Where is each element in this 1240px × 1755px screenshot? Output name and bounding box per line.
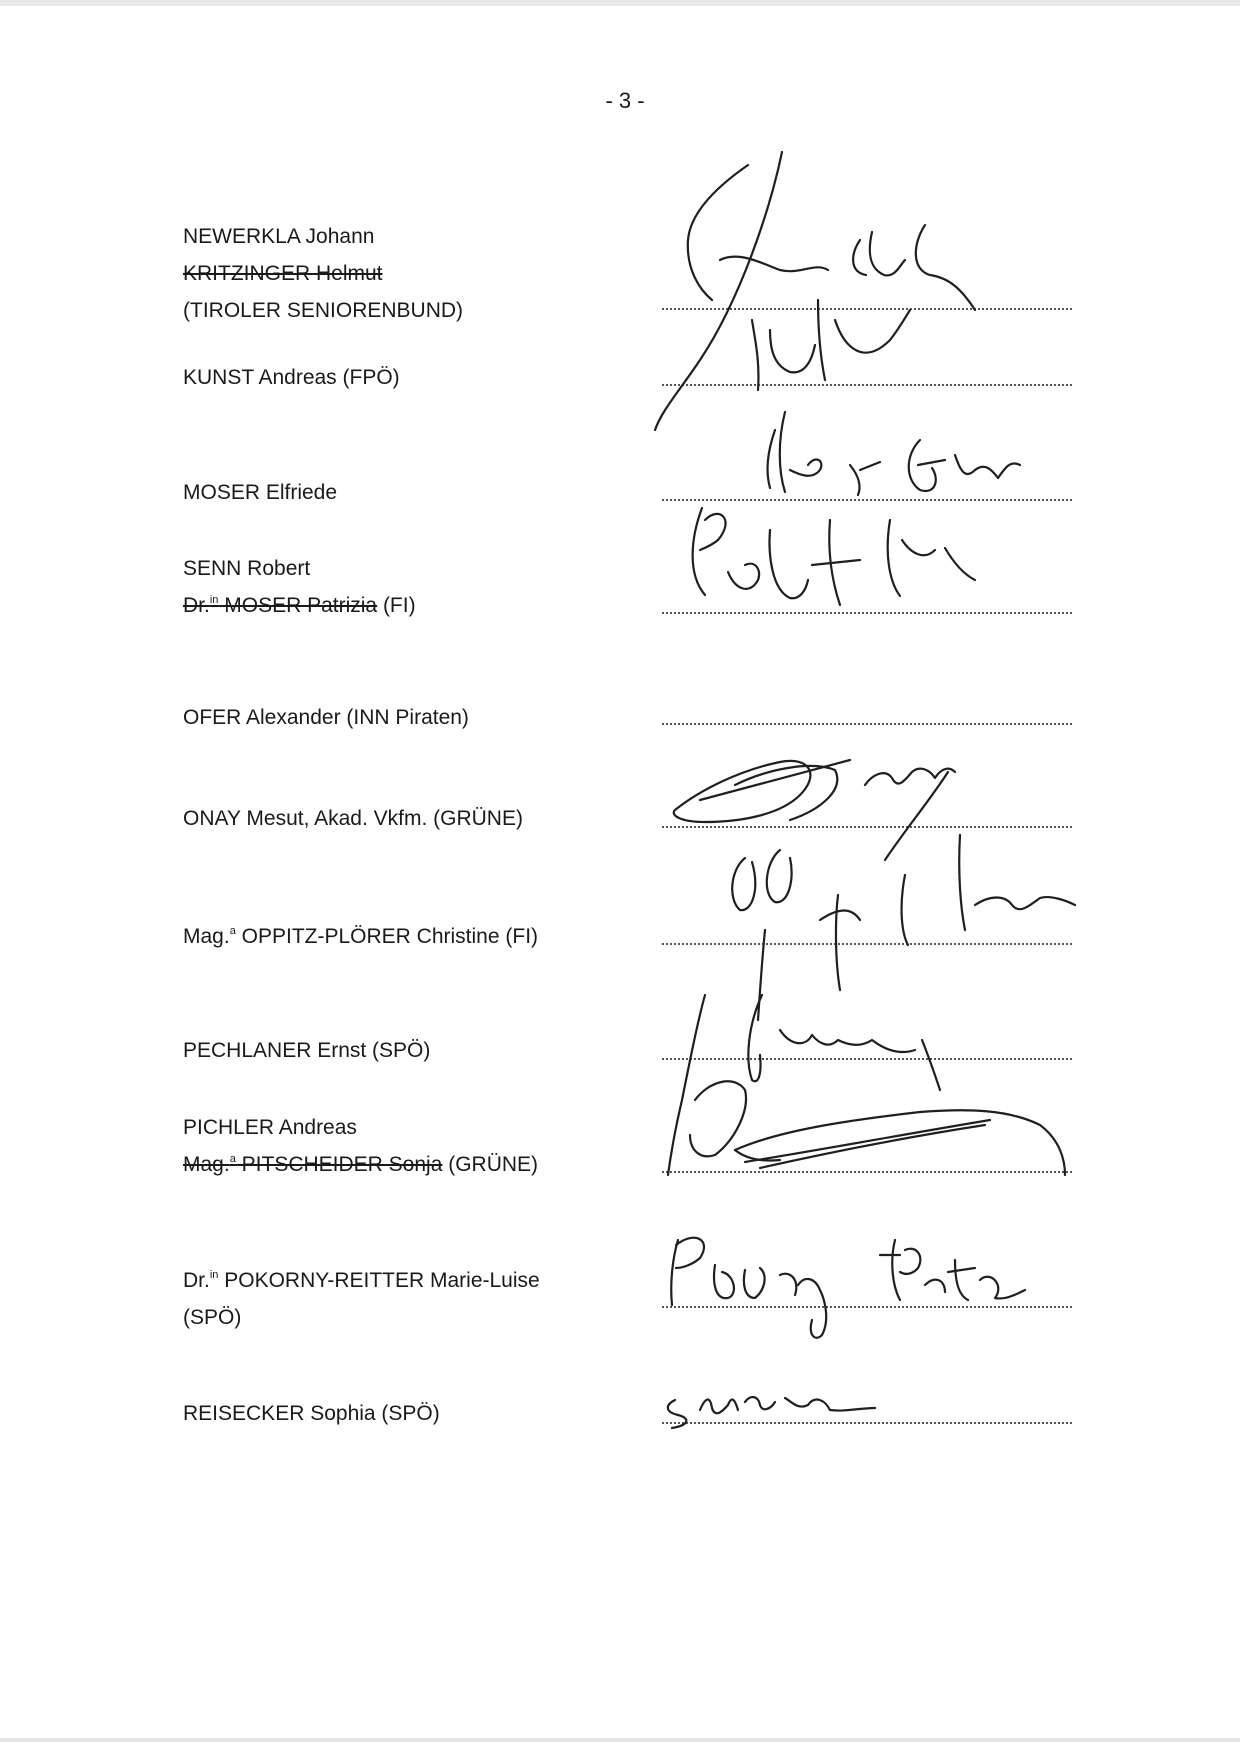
signature-line bbox=[662, 1058, 1072, 1060]
group-line: (TIROLER SENIORENBUND) bbox=[183, 299, 464, 322]
entry-senn bbox=[183, 550, 416, 624]
name-line: Dr.$^{in}$ POKORNY-REITTER Marie-Luise bbox=[183, 1269, 540, 1292]
entry-reisecker bbox=[183, 1395, 440, 1432]
entry-pechlaner bbox=[183, 1032, 430, 1069]
name-line: MOSER Elfriede bbox=[183, 481, 338, 504]
struck-name-line: KRITZINGER Helmut bbox=[183, 262, 383, 285]
entry-pichler bbox=[183, 1109, 538, 1183]
signature-line bbox=[662, 943, 1072, 945]
entry-kunst bbox=[183, 359, 400, 396]
signature-line bbox=[662, 1171, 1072, 1173]
signature-line bbox=[662, 612, 1072, 614]
page-number: - 3 - bbox=[605, 88, 645, 113]
scan-bottom-edge bbox=[0, 1738, 1240, 1742]
name-line: ONAY Mesut, Akad. Vkfm. (GRÜNE) bbox=[183, 807, 523, 830]
signature-senn bbox=[693, 508, 975, 605]
group-line: (SPÖ) bbox=[183, 1306, 242, 1329]
name-line: PICHLER Andreas bbox=[183, 1116, 357, 1139]
struck-name: Mag.$^a$ PITSCHEIDER Sonja bbox=[183, 1153, 443, 1176]
signature-newerkla bbox=[655, 152, 975, 430]
signature-line bbox=[662, 499, 1072, 501]
signature-onay bbox=[674, 760, 955, 860]
signature-line bbox=[662, 384, 1072, 386]
name-line: NEWERKLA Johann bbox=[183, 225, 375, 248]
entry-onay bbox=[183, 800, 523, 837]
scan-top-edge bbox=[0, 0, 1240, 6]
name-line: Mag.$^a$ OPPITZ-PLÖRER Christine (FI) bbox=[183, 925, 539, 948]
signature-line bbox=[662, 723, 1072, 725]
signature-line bbox=[662, 308, 1072, 310]
entry-oppitz-ploerer bbox=[183, 918, 538, 955]
signature-kunst bbox=[752, 300, 910, 390]
signature-pechlaner bbox=[668, 995, 940, 1175]
signature-oppitz-ploerer bbox=[732, 835, 1075, 1020]
name-line: KUNST Andreas (FPÖ) bbox=[183, 366, 400, 389]
entry-pokorny-reitter bbox=[183, 1262, 540, 1336]
entry-ofer bbox=[183, 699, 469, 736]
signature-moser-elfriede bbox=[768, 412, 1020, 495]
signature-pichler bbox=[690, 1081, 1065, 1175]
group-suffix: (GRÜNE) bbox=[442, 1153, 539, 1176]
entry-newerkla bbox=[183, 218, 463, 329]
name-line: OFER Alexander (INN Piraten) bbox=[183, 706, 469, 729]
group-suffix: (FI) bbox=[377, 594, 416, 617]
signature-line bbox=[662, 1422, 1072, 1424]
name-line: REISECKER Sophia (SPÖ) bbox=[183, 1402, 440, 1425]
entry-moser-elfriede bbox=[183, 474, 337, 511]
struck-name: Dr.$^{in}$ MOSER Patrizia bbox=[183, 594, 378, 617]
name-line: SENN Robert bbox=[183, 557, 311, 580]
name-line: PECHLANER Ernst (SPÖ) bbox=[183, 1039, 431, 1062]
signature-pokorny-reitter bbox=[671, 1238, 1025, 1338]
signature-line bbox=[662, 826, 1072, 828]
substitute-line bbox=[183, 587, 416, 624]
substitute-line bbox=[183, 1146, 538, 1183]
signature-line bbox=[662, 1306, 1072, 1308]
